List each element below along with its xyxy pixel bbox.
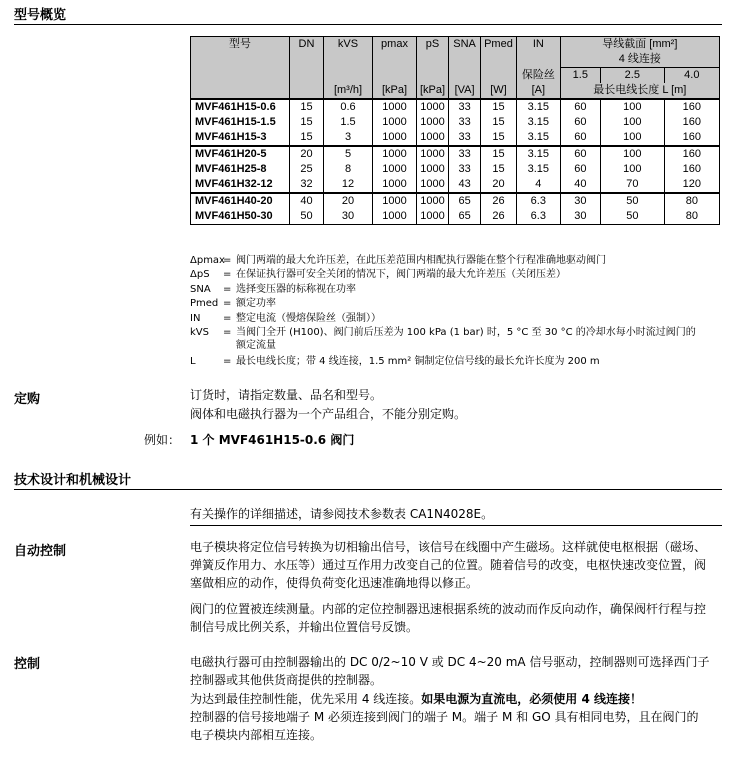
table-cell: 3.15: [516, 115, 560, 130]
table-cell: 3.15: [516, 99, 560, 115]
table-cell: 1000: [417, 209, 449, 225]
table-cell: 20: [481, 177, 517, 193]
legend-text: 阀门两端的最大允许压差，在此压差范围内相配执行器能在整个行程准确地驱动阀门: [236, 255, 606, 266]
table-cell: 3: [324, 130, 373, 146]
cell-model: MVF461H15-1.5: [191, 115, 290, 130]
tech-intro: 有关操作的详细描述，请参阅技术参数表 CA1N4028E。: [190, 507, 494, 521]
col-unit-kvs: [m³/h]: [324, 83, 373, 99]
table-cell: 30: [324, 209, 373, 225]
legend-symbol: L: [190, 356, 196, 367]
legend-item: [190, 326, 700, 354]
table-cell: 0.6: [324, 99, 373, 115]
col-header-pmax: pmax: [373, 37, 417, 53]
cell-model: MVF461H15-3: [191, 130, 290, 146]
table-cell: 40: [560, 177, 600, 193]
table-cell: 3.15: [516, 130, 560, 146]
table-header-row: [191, 83, 720, 99]
legend-symbol: Δpmax: [190, 255, 225, 266]
table-cell: 6.3: [516, 193, 560, 209]
table-header-row: [191, 37, 720, 53]
table-row: [191, 115, 720, 130]
table-cell: 1000: [373, 177, 417, 193]
legend-item: [190, 355, 700, 383]
table-cell: 100: [600, 162, 664, 177]
col-header-wire: 导线截面 [mm²]: [560, 37, 719, 53]
col-header-in: IN: [516, 37, 560, 53]
legend-equals: =: [223, 356, 232, 367]
table-cell: 50: [290, 209, 324, 225]
model-overview-table: [190, 36, 720, 225]
cell-model: MVF461H20-5: [191, 146, 290, 162]
order-line-2: 阀体和电磁执行器为一个产品组合，不能分别定购。: [190, 407, 467, 421]
table-cell: 160: [664, 162, 719, 177]
col-header-wire-15: 1.5: [560, 68, 600, 84]
col-header-dn: DN: [290, 37, 324, 53]
table-cell: 1000: [373, 162, 417, 177]
table-cell: 33: [449, 146, 481, 162]
example-value: 1 个 MVF461H15-0.6 阀门: [190, 433, 355, 447]
legend-equals: =: [223, 313, 232, 324]
legend-text: 当阀门全开 (H100)、阀门前后压差为 100 kPa (1 bar) 时，5 °C 至 30 °C 的冷却水每小时流过阀门的额定流量: [236, 327, 696, 351]
table-row: [191, 209, 720, 225]
control-paragraph-2-bold: 如果电源为直流电，必须使用 4 线连接！: [421, 692, 642, 706]
table-cell: 60: [560, 115, 600, 130]
table-cell: 20: [324, 193, 373, 209]
order-label: 定购: [14, 392, 41, 407]
table-cell: 15: [481, 146, 517, 162]
control-paragraph-1: 电磁执行器可由控制器输出的 DC 0/2~10 V 或 DC 4~20 mA 信号驱动，控制器则可选择西门子控制器或其他供货商提供的控制器。: [190, 655, 710, 687]
table-row: [191, 99, 720, 115]
legend-text: 最长电线长度；带 4 线连接，1.5 mm² 铜制定位信号线的最长允许长度为 200 m: [236, 356, 600, 367]
table-cell: 80: [664, 209, 719, 225]
table-cell: 1000: [417, 115, 449, 130]
table-cell: 50: [600, 209, 664, 225]
table-cell: 26: [481, 193, 517, 209]
table-cell: 1000: [417, 146, 449, 162]
table-cell: 160: [664, 130, 719, 146]
table-cell: 3.15: [516, 162, 560, 177]
table-cell: 100: [600, 115, 664, 130]
table-cell: 1000: [373, 115, 417, 130]
table-cell: 1000: [373, 130, 417, 146]
table-cell: 30: [560, 193, 600, 209]
table-cell: 1.5: [324, 115, 373, 130]
table-cell: 33: [449, 130, 481, 146]
table-cell: 15: [290, 99, 324, 115]
section-divider: [14, 489, 722, 490]
table-cell: 15: [481, 115, 517, 130]
legend-symbol: IN: [190, 313, 201, 324]
legend-equals: =: [223, 269, 232, 280]
order-line-1: 订货时，请指定数量、品名和型号。: [190, 388, 383, 402]
table-cell: 12: [324, 177, 373, 193]
legend-symbol: ΔpS: [190, 269, 210, 280]
table-cell: 60: [560, 99, 600, 115]
table-cell: 26: [481, 209, 517, 225]
table-cell: 30: [560, 209, 600, 225]
auto-control-label: 自动控制: [14, 544, 67, 559]
table-cell: 60: [560, 130, 600, 146]
table-cell: 1000: [373, 193, 417, 209]
cell-model: MVF461H25-8: [191, 162, 290, 177]
table-cell: 60: [560, 162, 600, 177]
table-cell: 8: [324, 162, 373, 177]
table-cell: 1000: [373, 209, 417, 225]
control-paragraph-2-normal: 为达到最佳控制性能，优先采用 4 线连接。: [190, 692, 422, 706]
legend-equals: =: [223, 255, 232, 266]
col-unit-pmax: [kPa]: [373, 83, 417, 99]
legend-equals: =: [223, 327, 232, 338]
cell-model: MVF461H50-30: [191, 209, 290, 225]
section-divider: [14, 24, 722, 25]
table-cell: 20: [290, 146, 324, 162]
col-header-wire-len: 最长电线长度 L [m]: [560, 83, 719, 99]
col-header-wire-sub: 4 线连接: [560, 52, 719, 68]
col-unit-in: [A]: [516, 83, 560, 99]
section-title-overview: 型号概览: [14, 8, 67, 23]
table-row: [191, 130, 720, 146]
table-cell: 3.15: [516, 146, 560, 162]
cell-model: MVF461H15-0.6: [191, 99, 290, 115]
table-header-row: [191, 68, 720, 84]
legend-text: 选择变压器的标称视在功率: [236, 284, 356, 295]
table-cell: 160: [664, 99, 719, 115]
col-header-model: 型号: [191, 37, 290, 53]
col-header-pmed: Pmed: [481, 37, 517, 53]
legend-equals: =: [223, 284, 232, 295]
table-cell: 1000: [373, 146, 417, 162]
table-cell: 60: [560, 146, 600, 162]
col-unit-sna: [VA]: [449, 83, 481, 99]
section-title-tech: 技术设计和机械设计: [14, 473, 132, 488]
table-row: [191, 193, 720, 209]
table-cell: 100: [600, 146, 664, 162]
legend-text: 额定功率: [236, 298, 276, 309]
table-cell: 1000: [417, 99, 449, 115]
table-cell: 25: [290, 162, 324, 177]
col-header-ps: pS: [417, 37, 449, 53]
legend-equals: =: [223, 298, 232, 309]
table-cell: 6.3: [516, 209, 560, 225]
table-cell: 100: [600, 130, 664, 146]
col-header-sna: SNA: [449, 37, 481, 53]
table-cell: 15: [290, 115, 324, 130]
table-row: [191, 146, 720, 162]
control-paragraph-2: [190, 690, 710, 708]
control-label: 控制: [14, 657, 41, 672]
subsection-divider: [190, 525, 722, 526]
legend-text: 整定电流（慢熔保险丝（强制））: [236, 313, 381, 324]
table-cell: 50: [600, 193, 664, 209]
table-cell: 100: [600, 99, 664, 115]
table-cell: 160: [664, 115, 719, 130]
table-cell: 70: [600, 177, 664, 193]
auto-control-paragraph-2: 阀门的位置被连续测量。内部的定位控制器迅速根据系统的波动而作反向动作，确保阀杆行程与控制信号成比例关系，并输出位置信号反馈。: [190, 602, 707, 634]
table-cell: 5: [324, 146, 373, 162]
cell-model: MVF461H32-12: [191, 177, 290, 193]
col-header-wire-40: 4.0: [664, 68, 719, 84]
table-cell: 120: [664, 177, 719, 193]
cell-model: MVF461H40-20: [191, 193, 290, 209]
table-header-row: [191, 52, 720, 68]
table-cell: 33: [449, 115, 481, 130]
table-cell: 43: [449, 177, 481, 193]
table-cell: 15: [481, 130, 517, 146]
table-cell: 15: [481, 162, 517, 177]
col-header-kvs: kVS: [324, 37, 373, 53]
table-cell: 1000: [417, 177, 449, 193]
control-paragraph-3: 控制器的信号接地端子 M 必须连接到阀门的端子 M。端子 M 和 GO 具有相同电势，且在阀门的电子模块内部相互连接。: [190, 710, 699, 742]
table-cell: 160: [664, 146, 719, 162]
table-row: [191, 162, 720, 177]
col-unit-ps: [kPa]: [417, 83, 449, 99]
legend-symbol: SNA: [190, 284, 211, 295]
table-cell: 32: [290, 177, 324, 193]
table-cell: 1000: [373, 99, 417, 115]
table-row: [191, 177, 720, 193]
table-cell: 40: [290, 193, 324, 209]
legend-text: 在保证执行器可安全关闭的情况下，阀门两端的最大允许差压（关闭压差）: [236, 269, 566, 280]
table-cell: 1000: [417, 193, 449, 209]
col-header-in-sub: 保险丝: [516, 68, 560, 84]
table-cell: 33: [449, 162, 481, 177]
table-cell: 1000: [417, 162, 449, 177]
legend-symbol: Pmed: [190, 298, 219, 309]
auto-control-paragraph-1: 电子模块将定位信号转换为切相输出信号，该信号在线圈中产生磁场。这样就使电枢根据（磁场、弹簧反作用力、水压等）通过互作用力改变自己的位置。随着信号的改变，电枢快速改变位置，阀塞做相应的动作，使得负荷变化迅速准确地得以修正。: [190, 540, 707, 590]
table-cell: 33: [449, 99, 481, 115]
table-cell: 65: [449, 193, 481, 209]
table-cell: 4: [516, 177, 560, 193]
legend-symbol: kVS: [190, 327, 209, 338]
table-cell: 80: [664, 193, 719, 209]
table-cell: 1000: [417, 130, 449, 146]
col-unit-pmed: [W]: [481, 83, 517, 99]
table-cell: 15: [290, 130, 324, 146]
table-cell: 15: [481, 99, 517, 115]
example-label: 例如：: [143, 433, 180, 447]
table-cell: 65: [449, 209, 481, 225]
col-header-wire-25: 2.5: [600, 68, 664, 84]
